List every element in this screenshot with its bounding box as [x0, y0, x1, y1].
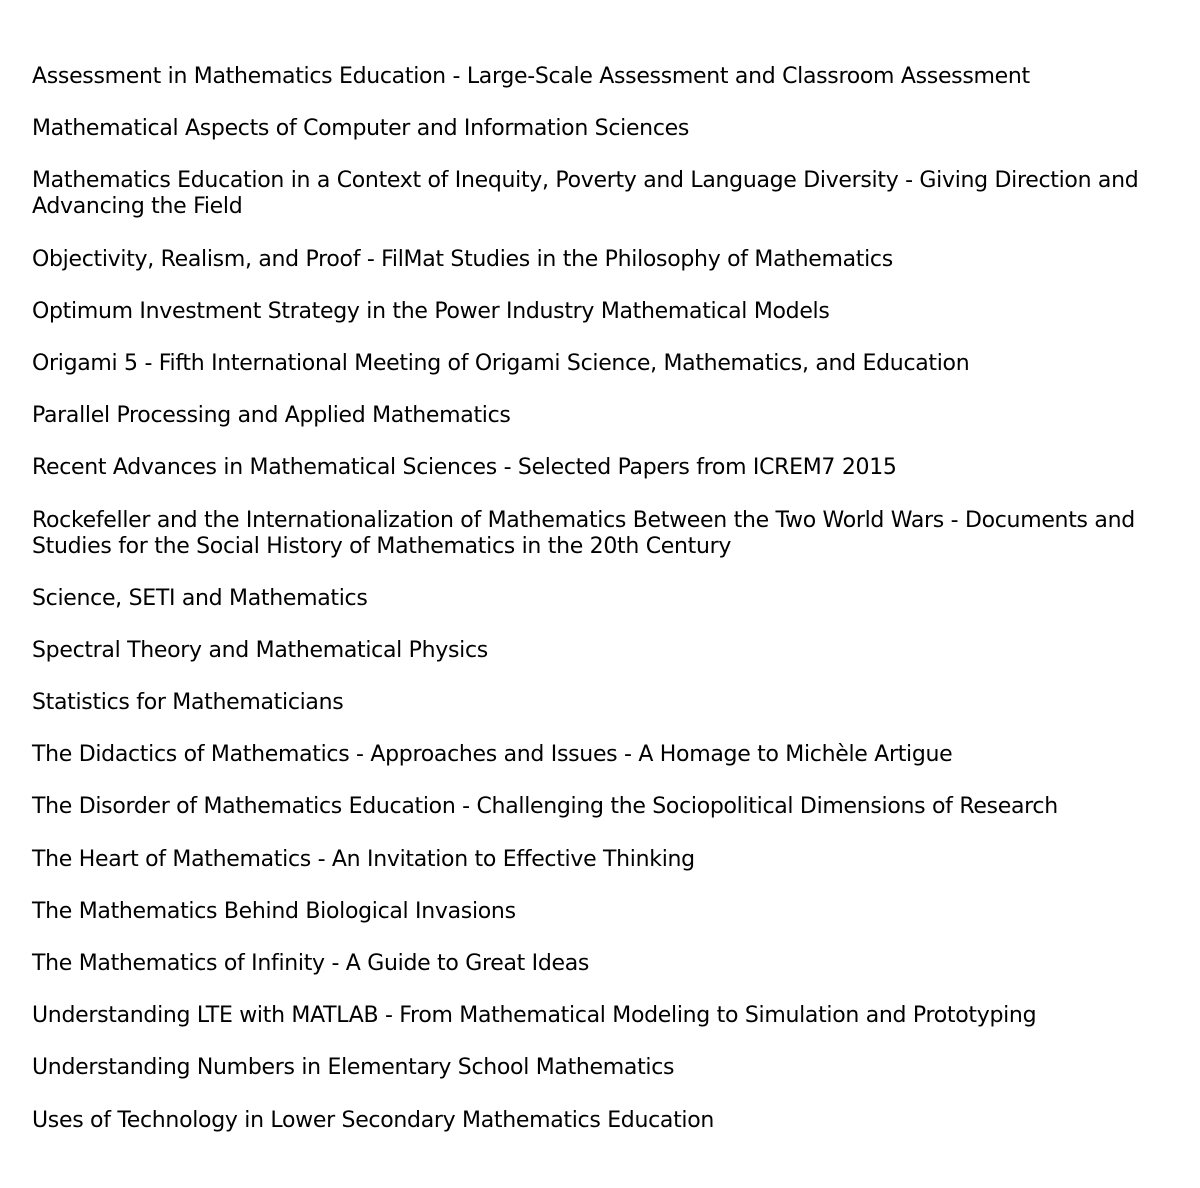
- list-item: Parallel Processing and Applied Mathematics: [32, 403, 511, 429]
- list-item: Origami 5 - Fifth International Meeting of Origami Science, Mathematics, and Education: [32, 350, 970, 376]
- book-title-list: [32, 64, 1172, 1134]
- list-item: Understanding LTE with MATLAB - From Mathematical Modeling to Simulation and Prototyping: [32, 1003, 1037, 1029]
- list-item: Science, SETI and Mathematics: [32, 585, 368, 611]
- list-item: The Heart of Mathematics - An Invitation to Effective Thinking: [32, 846, 695, 872]
- list-item: Rockefeller and the Internationalization of Mathematics Between the Two World Wars - Documents and Studies for the Social History of Mathematics in the 20th Century: [32, 507, 1135, 559]
- list-item: Uses of Technology in Lower Secondary Mathematics Education: [32, 1107, 715, 1133]
- list-item: Spectral Theory and Mathematical Physics: [32, 637, 488, 663]
- document-page: [32, 64, 1172, 1160]
- list-item: Mathematics Education in a Context of Inequity, Poverty and Language Diversity - Giving Direction and Advancing the Field: [32, 168, 1139, 220]
- list-item: The Didactics of Mathematics - Approaches and Issues - A Homage to Michèle Artigue: [32, 742, 953, 768]
- list-item: Statistics for Mathematicians: [32, 690, 344, 716]
- list-item: Mathematical Aspects of Computer and Information Sciences: [32, 116, 690, 142]
- list-item: Objectivity, Realism, and Proof - FilMat Studies in the Philosophy of Mathematics: [32, 246, 893, 272]
- list-item: Optimum Investment Strategy in the Power Industry Mathematical Models: [32, 298, 830, 324]
- list-item: Recent Advances in Mathematical Sciences - Selected Papers from ICREM7 2015: [32, 455, 897, 481]
- list-item: Assessment in Mathematics Education - Large-Scale Assessment and Classroom Assessment: [32, 64, 1030, 89]
- list-item: The Mathematics of Infinity - A Guide to Great Ideas: [32, 951, 590, 976]
- list-item: The Mathematics Behind Biological Invasions: [32, 898, 516, 924]
- list-item: Understanding Numbers in Elementary School Mathematics: [32, 1055, 675, 1081]
- list-item: The Disorder of Mathematics Education - Challenging the Sociopolitical Dimensions of Research: [32, 794, 1058, 820]
